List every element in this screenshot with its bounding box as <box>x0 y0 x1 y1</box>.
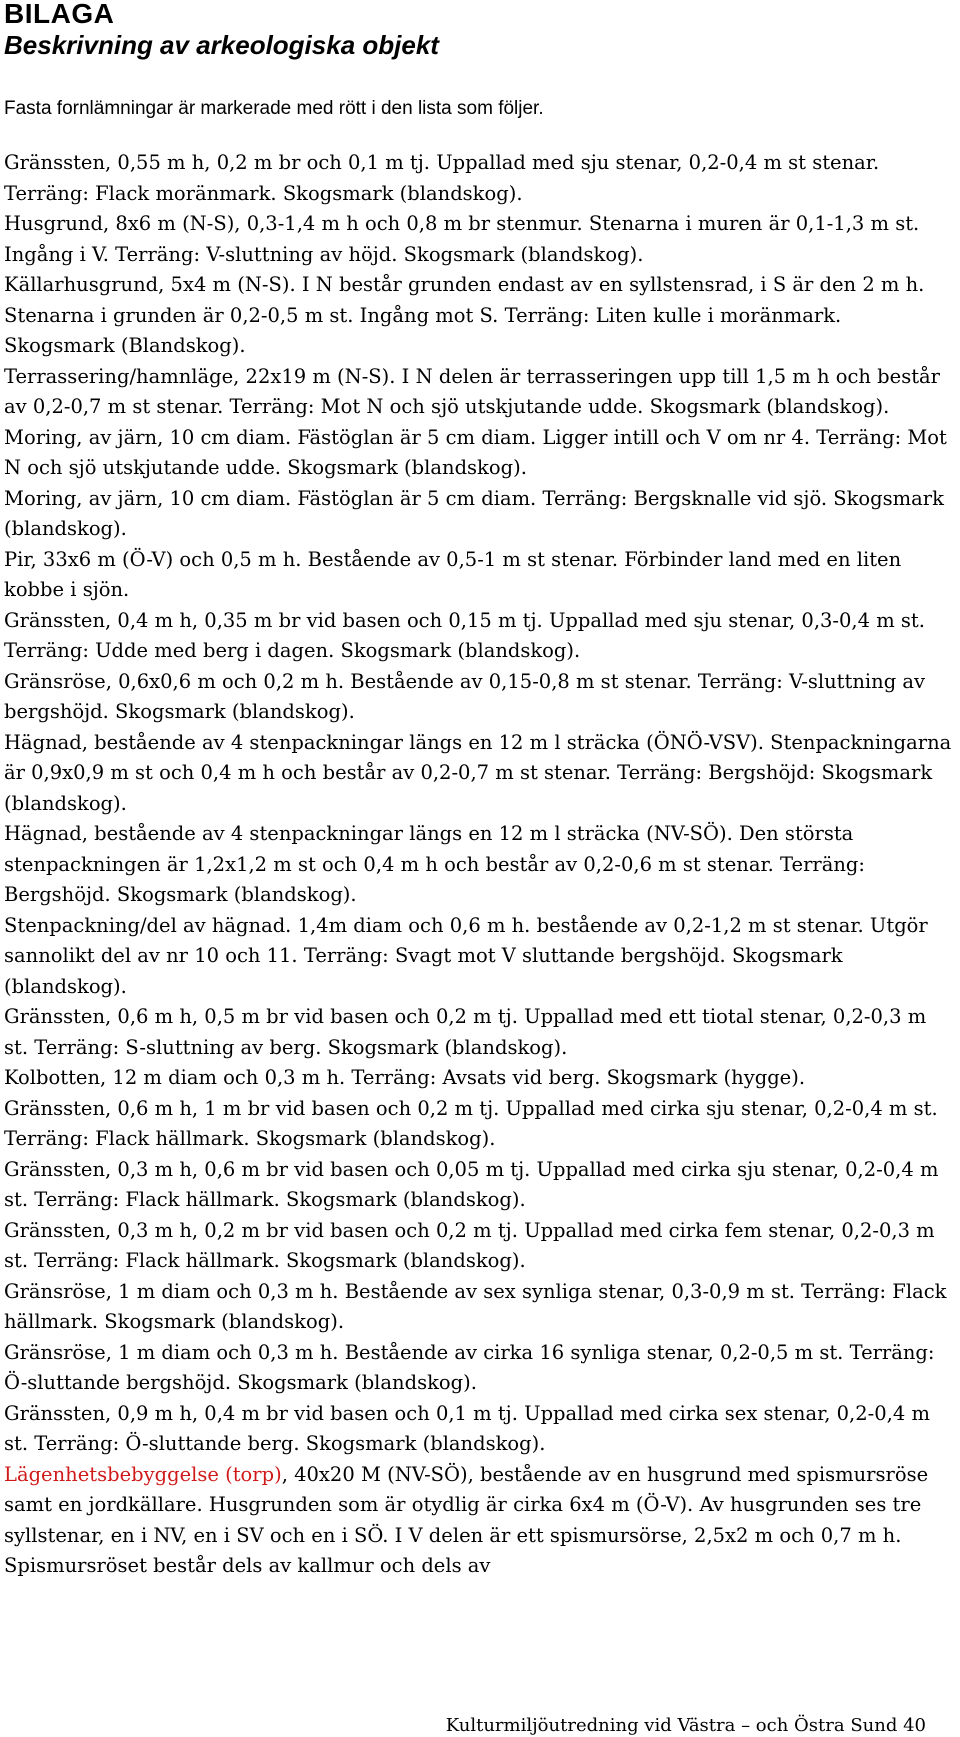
object-entry-13: Gränssten, 0,6 m h, 0,5 m br vid basen och 0,2 m tj. Uppallad med ett tiotal stenar, 0,2-0,3 m st. Terräng: S-sluttning av berg. Skogsmark (blandskog). <box>4 1005 927 1059</box>
object-entry-8: Gränssten, 0,4 m h, 0,35 m br vid basen och 0,15 m tj. Uppallad med sju stenar, 0,3-0,4 m st. Terräng: Udde med berg i dagen. Skogsmark (blandskog). <box>4 608 925 662</box>
object-entry-4: Terrassering/hamnläge, 22x19 m (N-S). I N delen är terrasseringen upp till 1,5 m h och består av 0,2-0,7 m st stenar. Terräng: Mot N och sjö utskjutande udde. Skogsmark (blandskog). <box>4 364 940 418</box>
object-entry-2: Husgrund, 8x6 m (N-S), 0,3-1,4 m h och 0,8 m br stenmur. Stenarna i muren är 0,1-1,3 m st. Ingång i V. Terräng: V-sluttning av höjd. Skogsmark (blandskog). <box>4 212 920 266</box>
object-entry-14: Kolbotten, 12 m diam och 0,3 m h. Terräng: Avsats vid berg. Skogsmark (hygge). <box>4 1066 806 1089</box>
object-entry-3: Källarhusgrund, 5x4 m (N-S). I N består grunden endast av en syllstensrad, i S är den 2 m h. Stenarna i grunden är 0,2-0,5 m st. Ingång mot S. Terräng: Liten kulle i moränmark. Skogsmark (Blandskog). <box>4 273 925 357</box>
object-entry-17: Gränssten, 0,3 m h, 0,2 m br vid basen och 0,2 m tj. Uppallad med cirka fem stenar, 0,2-0,3 m st. Terräng: Flack hällmark. Skogsmark (blandskog). <box>4 1218 935 1272</box>
object-entry-18: Gränsröse, 1 m diam och 0,3 m h. Bestående av sex synliga stenar, 0,3-0,9 m st. Terräng: Flack hällmark. Skogsmark (blandskog). <box>4 1279 947 1333</box>
object-entry-20: Gränssten, 0,9 m h, 0,4 m br vid basen och 0,1 m tj. Uppallad med cirka sex stenar, 0,2-0,4 m st. Terräng: Ö-sluttande berg. Skogsmark (blandskog). <box>4 1401 930 1455</box>
object-entry-9: Gränsröse, 0,6x0,6 m och 0,2 m h. Bestående av 0,15-0,8 m st stenar. Terräng: V-sluttning av bergshöjd. Skogsmark (blandskog). <box>4 669 926 723</box>
object-entry-15: Gränssten, 0,6 m h, 1 m br vid basen och 0,2 m tj. Uppallad med cirka sju stenar, 0,2-0,4 m st. Terräng: Flack hällmark. Skogsmark (blandskog). <box>4 1096 938 1150</box>
object-entry-5: Moring, av järn, 10 cm diam. Fästöglan är 5 cm diam. Ligger intill och V om nr 4. Terräng: Mot N och sjö utskjutande udde. Skogsmark (blandskog). <box>4 425 947 479</box>
object-entry-10: Hägnad, bestående av 4 stenpackningar längs en 12 m l sträcka (ÖNÖ-VSV). Stenpackningarna är 0,9x0,9 m st och 0,4 m h och består av 0,2-0,7 m st stenar. Terräng: Bergshöjd: Skogsmark (blandskog). <box>4 730 952 815</box>
object-entry-7: Pir, 33x6 m (Ö-V) och 0,5 m h. Bestående av 0,5-1 m st stenar. Förbinder land med en liten kobbe i sjön. <box>4 547 902 601</box>
page-footer: Kulturmiljöutredning vid Västra – och Östra Sund 40 <box>445 1715 926 1736</box>
object-entry-21: Lägenhetsbebyggelse (torp), 40x20 M (NV-SÖ), bestående av en husgrund med spismursröse samt en jordkällare. Husgrunden som är otydlig är cirka 6x4 m (Ö-V). Av husgrunden ses tre syllstenar, en i NV, en i SV och en i SÖ. I V delen är ett spismursörse, 2,5x2 m och 0,7 m h. Spismursröset består dels av kallmur och dels av <box>4 1462 929 1577</box>
fixed-ancient-monument-label: Lägenhetsbebyggelse (torp) <box>4 1462 282 1486</box>
object-entry-1: Gränssten, 0,55 m h, 0,2 m br och 0,1 m tj. Uppallad med sju stenar, 0,2-0,4 m st stenar. Terräng: Flack moränmark. Skogsmark (blandskog). <box>4 151 880 205</box>
appendix-subtitle: Beskrivning av arkeologiska objekt <box>4 30 439 60</box>
object-entry-12: Stenpackning/del av hägnad. 1,4m diam och 0,6 m h. bestående av 0,2-1,2 m st stenar. Utgör sannolikt del av nr 10 och 11. Terräng: Svagt mot V sluttande bergshöjd. Skogsmark (blandskog). <box>4 913 928 998</box>
object-entry-16: Gränssten, 0,3 m h, 0,6 m br vid basen och 0,05 m tj. Uppallad med cirka sju stenar, 0,2-0,4 m st. Terräng: Flack hällmark. Skogsmark (blandskog). <box>4 1157 939 1211</box>
intro-text: Fasta fornlämningar är markerade med rött i den lista som följer. <box>4 98 544 119</box>
object-list <box>4 148 956 1582</box>
appendix-title: BILAGA <box>4 0 115 29</box>
object-entry-11: Hägnad, bestående av 4 stenpackningar längs en 12 m l sträcka (NV-SÖ). Den största stenpackningen är 1,2x1,2 m st och 0,4 m h och består av 0,2-0,6 m st stenar. Terräng: Bergshöjd. Skogsmark (blandskog). <box>4 822 865 906</box>
object-entry-19: Gränsröse, 1 m diam och 0,3 m h. Bestående av cirka 16 synliga stenar, 0,2-0,5 m st. Terräng: Ö-sluttande bergshöjd. Skogsmark (blandskog). <box>4 1340 935 1394</box>
object-entry-6: Moring, av järn, 10 cm diam. Fästöglan är 5 cm diam. Terräng: Bergsknalle vid sjö. Skogsmark (blandskog). <box>4 486 944 540</box>
